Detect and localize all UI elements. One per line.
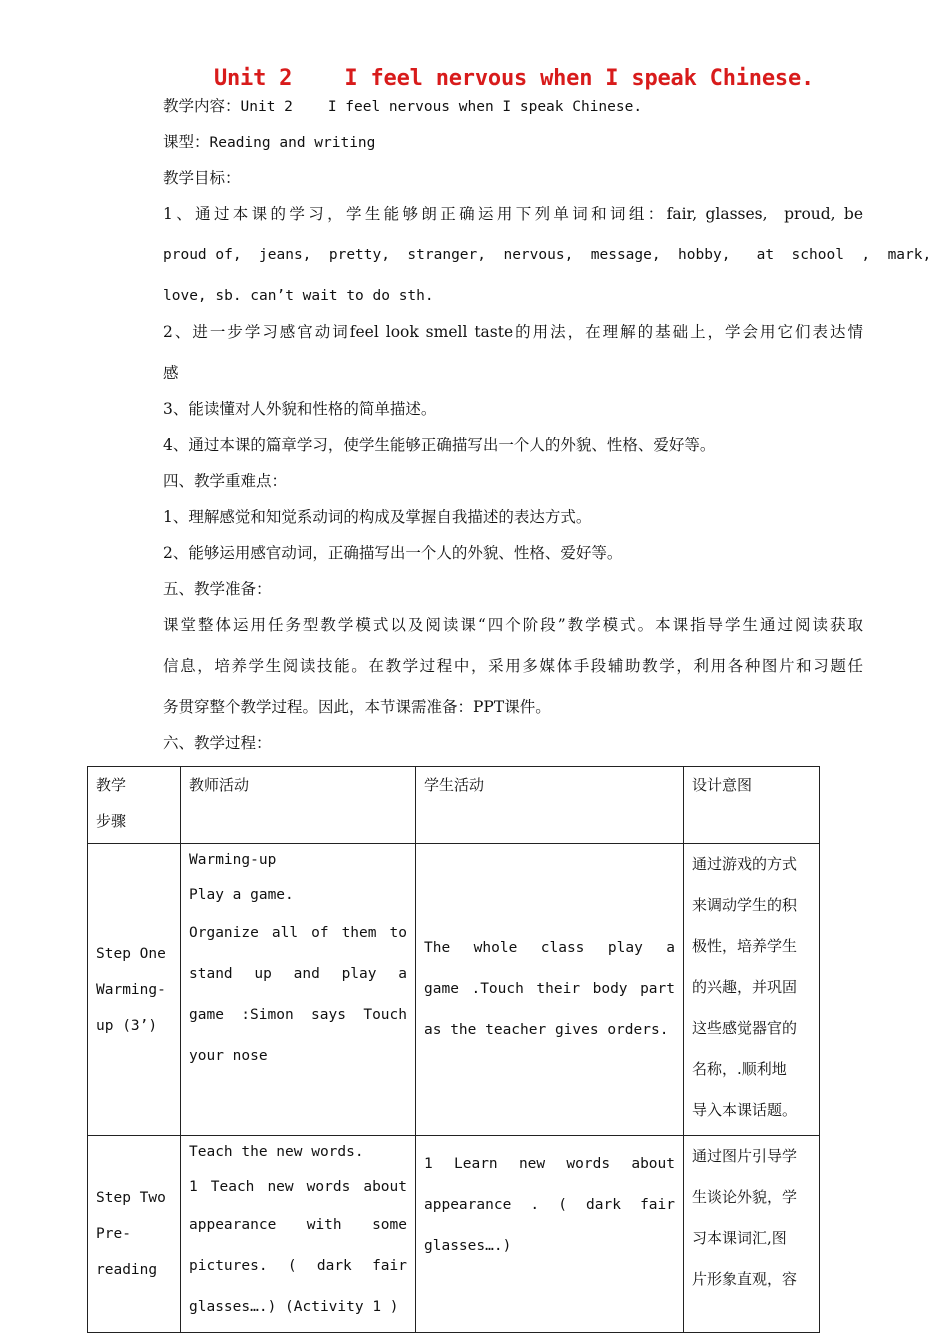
row2-intent-line: 生谈论外貌，学 bbox=[692, 1188, 798, 1206]
row1-teacher-line: stand up and play a bbox=[189, 966, 407, 982]
row2-step-line: Step Two bbox=[96, 1190, 166, 1206]
row2-intent bbox=[684, 1136, 820, 1333]
row2-student-line: appearance . ( dark fair bbox=[424, 1197, 675, 1213]
goals-heading: 教学目标： bbox=[163, 169, 241, 187]
table-header-row bbox=[88, 767, 820, 844]
row1-student bbox=[416, 844, 684, 1136]
row2-intent-line: 片形象直观，容 bbox=[692, 1270, 798, 1288]
row2-student-line: 1 Learn new words about bbox=[424, 1156, 675, 1172]
goal-1-line-1: 1、通过本课的学习，学生能够朗正确运用下列单词和词组：fair, glasses, proud, be bbox=[163, 205, 863, 223]
row1-intent bbox=[684, 844, 820, 1136]
header-student bbox=[416, 767, 684, 844]
row1-intent-line: 导入本课话题。 bbox=[692, 1101, 798, 1119]
content-label: 教学内容： bbox=[163, 97, 241, 115]
row1-intent-line: 名称，.顺利地 bbox=[692, 1060, 787, 1078]
row1-step-line: Warming- bbox=[96, 981, 166, 998]
row2-intent-line: 习本课词汇,图 bbox=[692, 1229, 787, 1247]
row2-teacher-line: appearance with some bbox=[189, 1217, 407, 1233]
goal-1-line-2: proud of, jeans, pretty, stranger, nervous, message, hobby, at school , mark, bbox=[163, 247, 932, 263]
content-value: Unit 2 I feel nervous when I speak Chinese. bbox=[240, 99, 643, 115]
type-value: Reading and writing bbox=[209, 135, 376, 151]
row1-intent-line: 极性，培养学生 bbox=[692, 937, 798, 955]
header-teacher bbox=[181, 767, 416, 844]
preparation-heading: 五、教学准备： bbox=[163, 580, 272, 598]
type-label: 课型： bbox=[163, 133, 210, 151]
table-row bbox=[88, 1136, 820, 1333]
difficulty-1: 1、理解感觉和知觉系动词的构成及掌握自我描述的表达方式。 bbox=[163, 508, 592, 526]
type-line bbox=[163, 132, 375, 153]
row2-teacher-line: Teach the new words. bbox=[189, 1144, 364, 1160]
goal-1-line-3: love, sb. can’t wait to do sth. bbox=[163, 288, 434, 304]
document-title: Unit 2 I feel nervous when I speak Chinese. bbox=[213, 66, 815, 91]
row1-teacher-line: Warming-up bbox=[189, 852, 277, 868]
process-heading: 六、教学过程： bbox=[163, 734, 272, 752]
content-line bbox=[163, 96, 642, 117]
difficulty-2: 2、能够运用感官动词，正确描写出一个人的外貌、性格、爱好等。 bbox=[163, 544, 623, 562]
header-student-label: 学生活动 bbox=[424, 776, 485, 794]
table-row bbox=[88, 844, 820, 1136]
row1-teacher-line: your nose bbox=[189, 1048, 268, 1064]
row2-teacher bbox=[181, 1136, 416, 1333]
row2-student bbox=[416, 1136, 684, 1333]
row1-teacher-line: Organize all of them to bbox=[189, 925, 407, 941]
row1-step-line: up (3’) bbox=[96, 1017, 158, 1034]
row1-teacher-line: game :Simon says Touch bbox=[189, 1007, 407, 1023]
row1-student-line: as the teacher gives orders. bbox=[424, 1022, 669, 1038]
row2-step bbox=[88, 1136, 181, 1333]
header-teacher-label: 教师活动 bbox=[189, 776, 250, 794]
row1-student-line: The whole class play a bbox=[424, 940, 675, 956]
goal-4: 4、通过本课的篇章学习，使学生能够正确描写出一个人的外貌、性格、爱好等。 bbox=[163, 436, 716, 454]
row1-teacher bbox=[181, 844, 416, 1136]
row1-student-line: game .Touch their body part bbox=[424, 981, 675, 997]
row1-teacher-line: Play a game. bbox=[189, 887, 294, 903]
process-table bbox=[87, 766, 820, 1333]
row2-teacher-line: pictures. ( dark fair bbox=[189, 1258, 407, 1274]
goal-2-line-1: 2、进一步学习感官动词feel look smell taste的用法，在理解的基础上，学会用它们表达情 bbox=[163, 323, 863, 341]
preparation-line-2: 信息，培养学生阅读技能。在教学过程中，采用多媒体手段辅助教学，利用各种图片和习题任 bbox=[163, 657, 863, 675]
row1-step-line: Step One bbox=[96, 945, 166, 962]
row1-intent-line: 来调动学生的积 bbox=[692, 896, 798, 914]
difficulties-heading: 四、教学重难点： bbox=[163, 472, 288, 490]
row2-student-line: glasses….) bbox=[424, 1238, 512, 1254]
row1-intent-line: 这些感觉器官的 bbox=[692, 1019, 798, 1037]
preparation-line-3: 务贯穿整个教学过程。因此，本节课需准备：PPT课件。 bbox=[163, 698, 551, 716]
header-step-line-2: 步骤 bbox=[96, 812, 127, 830]
row1-intent-line: 通过游戏的方式 bbox=[692, 855, 798, 873]
header-intent-label: 设计意图 bbox=[692, 776, 753, 794]
row2-intent-line: 通过图片引导学 bbox=[692, 1147, 798, 1165]
header-step-line-1: 教学 bbox=[96, 776, 127, 794]
row1-intent-line: 的兴趣，并巩固 bbox=[692, 978, 798, 996]
header-step bbox=[88, 767, 181, 844]
row2-step-line: Pre- bbox=[96, 1226, 131, 1242]
goal-2-line-2: 感 bbox=[163, 364, 179, 382]
goal-3: 3、能读懂对人外貌和性格的简单描述。 bbox=[163, 400, 437, 418]
row2-teacher-line: 1 Teach new words about bbox=[189, 1179, 407, 1195]
preparation-line-1: 课堂整体运用任务型教学模式以及阅读课“四个阶段”教学模式。本课指导学生通过阅读获取 bbox=[163, 616, 863, 634]
row2-teacher-line: glasses….) (Activity 1 ) bbox=[189, 1299, 399, 1315]
row1-step bbox=[88, 844, 181, 1136]
row2-step-line: reading bbox=[96, 1262, 158, 1278]
header-intent bbox=[684, 767, 820, 844]
